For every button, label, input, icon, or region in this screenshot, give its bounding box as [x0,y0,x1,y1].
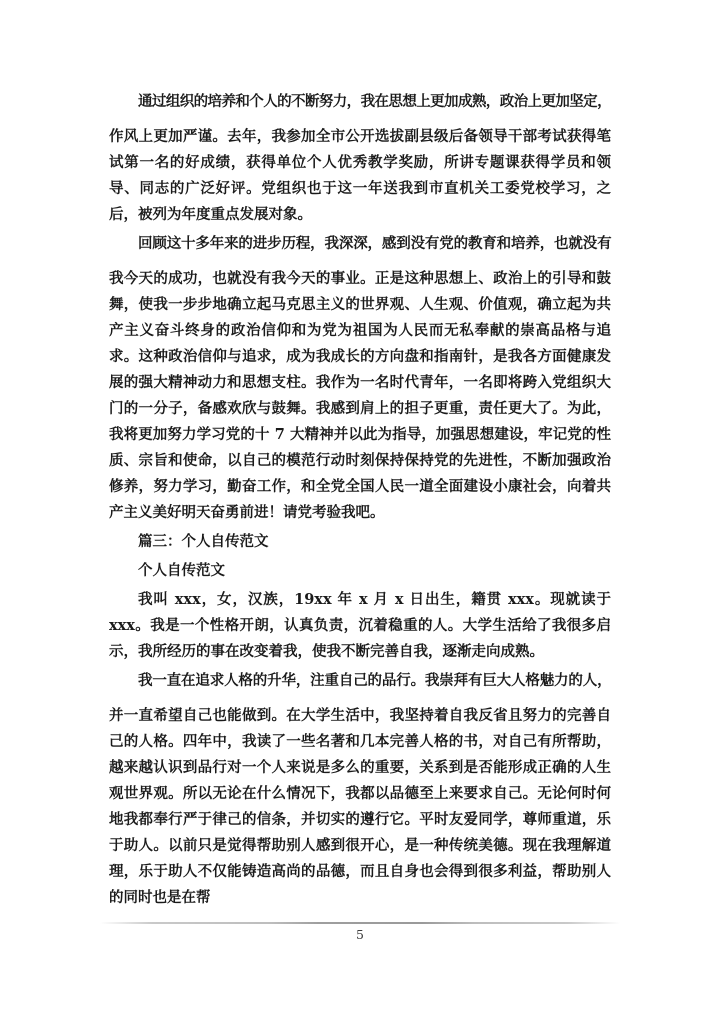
paragraph-2-body: 我今天的成功，也就没有我今天的事业。正是这种思想上、政治上的引导和鼓舞，使我一步步地确立起马克思主义的世界观、人生观、价值观，确立起为共产主义奋斗终身的政治信仰和为党为祖国为人民而无私奉献的崇高品格与追求。这种政治信仰与追求，成为我成长的方向盘和指南针，是我各方面健康发展的强大精神动力和思想支柱。我作为一名时代青年，一名即将跨入党组织大门的一分子，备感欢欣与鼓舞。我感到肩上的担子更重，责任更大了。为此，我将更加努力学习党的十 7 大精神并以此为指导，加强思想建设，牢记党的性质、宗旨和使命，以自己的模范行动时刻保持保持党的先进性，不断加强政治修养，努力学习，勤奋工作，和全党全国人民一道全面建设小康社会，向着共产主义美好明天奋勇前进！请党考验我吧。 [109,270,611,521]
paragraph-3: 我叫 xxx，女，汉族，19xx 年 x 月 x 日出生，籍贯 xxx。现就读于 xxx。我是一个性格开朗，认真负责，沉着稳重的人。大学生活给了我很多启示，我所经历的事在改变着我，使我不断完善自我，逐渐走向成熟。 [109,591,611,660]
page-number: 5 [356,927,364,942]
paragraph-4 [109,668,611,911]
paragraph-1 [109,89,611,228]
paragraph-2 [109,231,611,526]
paragraph-4-first-line: 我一直在追求人格的升华，注重自己的品行。我崇拜有巨大人格魅力的人， [138,672,611,689]
paragraph-4-body: 并一直希望自己也能做到。在大学生活中，我坚持着自我反省且努力的完善自己的人格。四年中，我读了一些名著和几本完善人格的书，对自己有所帮助，越来越认识到品行对一个人来说是多么的重要，关系到是否能形成正确的人生观世界观。所以无论在什么情况下，我都以品德至上来要求自己。无论何时何地我都奉行严于律己的信条，并切实的遵行它。平时友爱同学，尊师重道，乐于助人。以前只是觉得帮助别人感到很开心，是一种传统美德。现在我理解道理，乐于助人不仅能铸造高尚的品德，而且自身也会得到很多利益，帮助别人的同时也是在帮 [109,707,611,906]
page-footer [0,922,720,942]
footer-divider [100,922,620,924]
paragraph-1-body: 作风上更加严谨。去年，我参加全市公开选拔副县级后备领导干部考试获得笔试第一名的好成绩，获得单位个人优秀教学奖励，所讲专题课获得学员和领导、同志的广泛好评。党组织也于这一年送我到市直机关工委党校学习，之后，被列为年度重点发展对象。 [109,128,611,223]
subsection-heading: 个人自传范文 [138,562,225,579]
paragraph-2-first-line: 回顾这十多年来的进步历程，我深深，感到没有党的教育和培养，也就没有 [138,235,611,252]
document-body [109,89,611,914]
section-heading: 篇三：个人自传范文 [138,533,269,550]
paragraph-1-first-line: 通过组织的培养和个人的不断努力，我在思想上更加成熟，政治上更加坚定， [138,93,611,110]
